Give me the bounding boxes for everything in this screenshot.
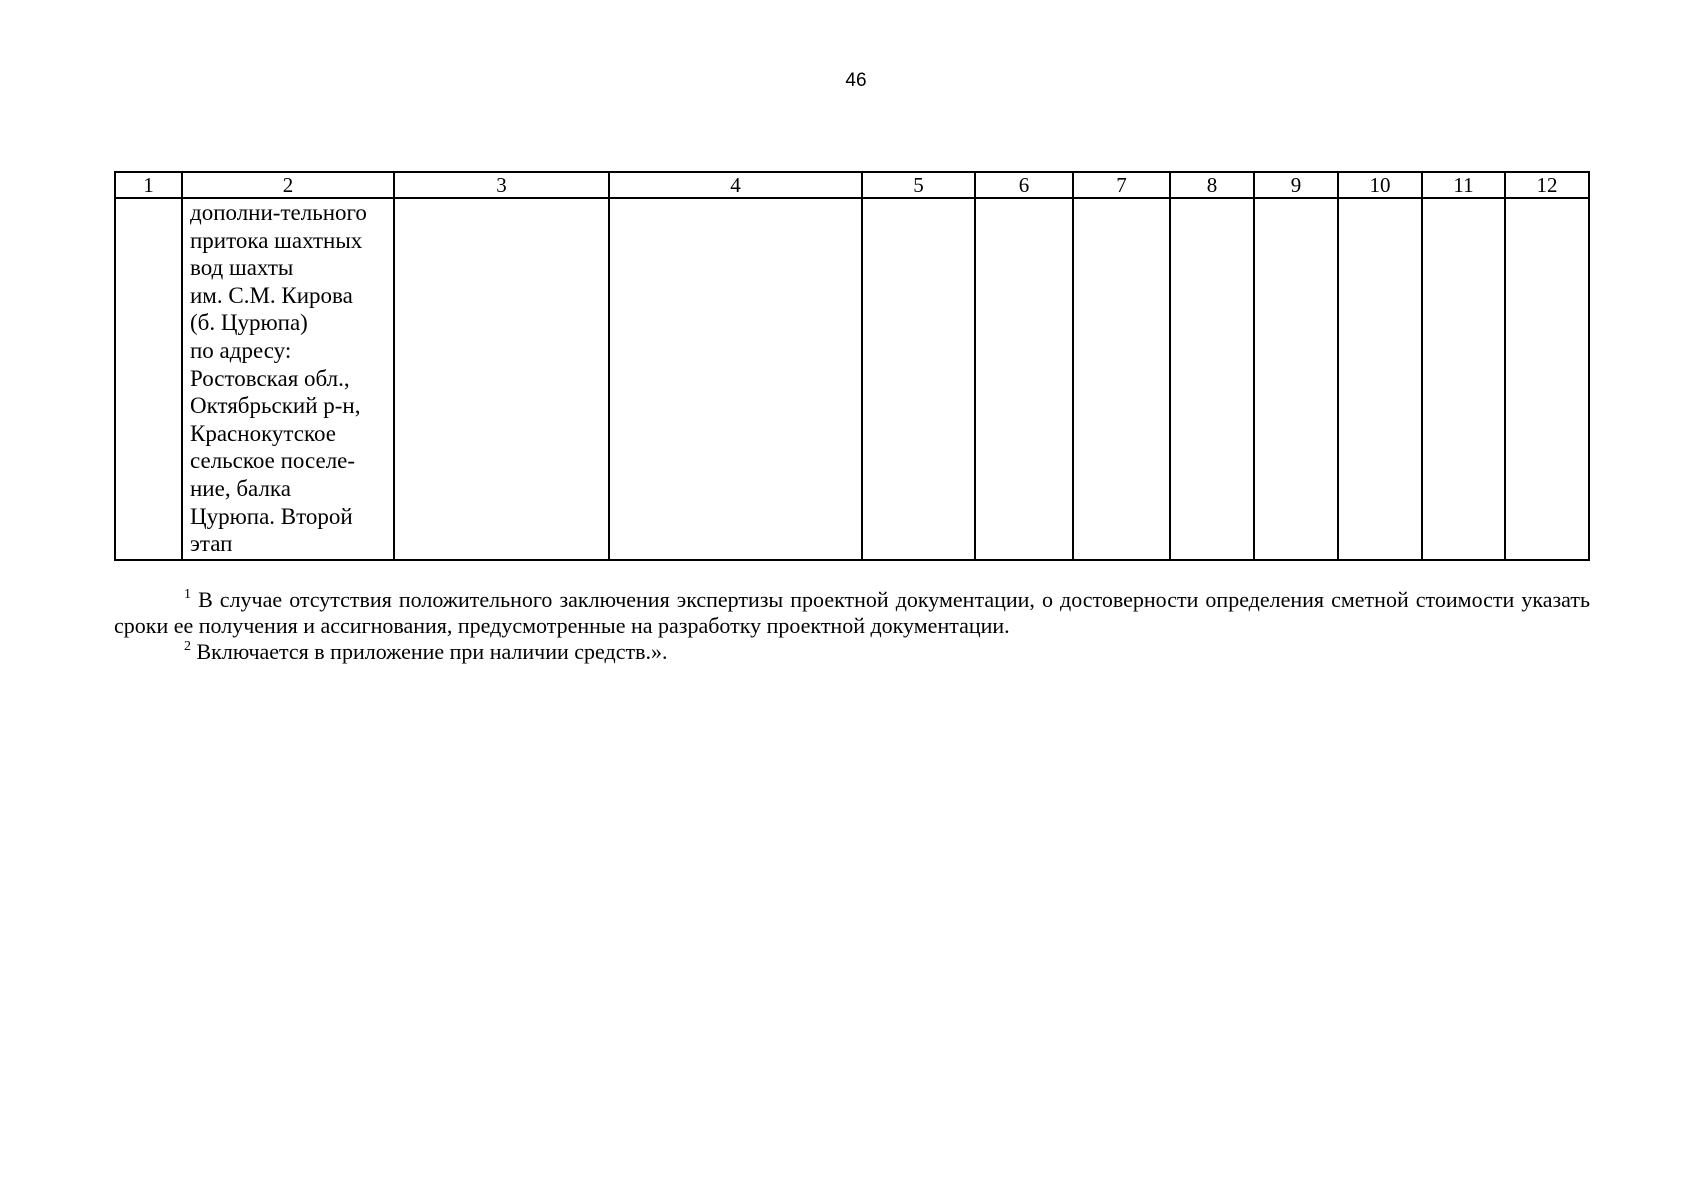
object-name-line: Краснокутское	[190, 420, 336, 446]
table-cell	[1505, 198, 1589, 560]
table-cell	[1170, 198, 1254, 560]
column-header: 7	[1073, 172, 1170, 198]
object-name-line: вод шахты	[190, 255, 294, 281]
column-header: 4	[609, 172, 862, 198]
column-header: 12	[1505, 172, 1589, 198]
object-name-line: этап	[190, 531, 233, 557]
footnote-text: В случае отсутствия положительного заключения экспертизы проектной документации, о достоверности определения сметной стоимости указать сроки ее получения и ассигнования, предусмотренные на разработку проектной документации.	[114, 587, 1590, 638]
object-name-line: дополни-тельного	[190, 200, 367, 225]
object-name-line: притока шахтных	[190, 227, 363, 253]
column-header: 8	[1170, 172, 1254, 198]
table-cell	[1073, 198, 1170, 560]
table-cell	[609, 198, 862, 560]
column-header: 5	[862, 172, 975, 198]
footnote-text: Включается в приложение при наличии средств.».	[191, 639, 668, 664]
column-header: 9	[1254, 172, 1338, 198]
table-cell	[975, 198, 1073, 560]
column-header: 3	[394, 172, 609, 198]
column-header: 2	[182, 172, 394, 198]
table-cell	[862, 198, 975, 560]
table-cell	[115, 198, 182, 560]
footnote-mark: 2	[184, 639, 191, 654]
object-name-line: по адресу:	[190, 337, 292, 363]
table-cell	[394, 198, 609, 560]
object-name-line: Ростовская обл.,	[190, 365, 350, 391]
object-name-line: Октябрьский р-н,	[190, 393, 361, 419]
object-name-line: ние, балка	[190, 475, 291, 501]
object-name-line: сельское поселе-	[190, 448, 356, 474]
footnote-1	[114, 587, 1590, 639]
object-name-cell	[182, 198, 394, 560]
footnote-2	[114, 639, 1590, 665]
page-number: 46	[845, 70, 867, 91]
column-header: 6	[975, 172, 1073, 198]
column-header: 1	[115, 172, 182, 198]
footnote-mark: 1	[184, 587, 191, 602]
object-name-line: им. С.М. Кирова	[190, 282, 353, 308]
object-name-line: (б. Цурюпа)	[190, 310, 308, 336]
footnotes	[114, 587, 1590, 665]
table-cell	[1422, 198, 1505, 560]
column-header: 10	[1338, 172, 1422, 198]
data-table	[114, 171, 1590, 561]
table-cell	[1338, 198, 1422, 560]
table-row	[115, 198, 1589, 560]
table-cell	[1254, 198, 1338, 560]
table-header-row	[115, 172, 1589, 198]
column-header: 11	[1422, 172, 1505, 198]
object-name-line: Цурюпа. Второй	[190, 503, 353, 529]
